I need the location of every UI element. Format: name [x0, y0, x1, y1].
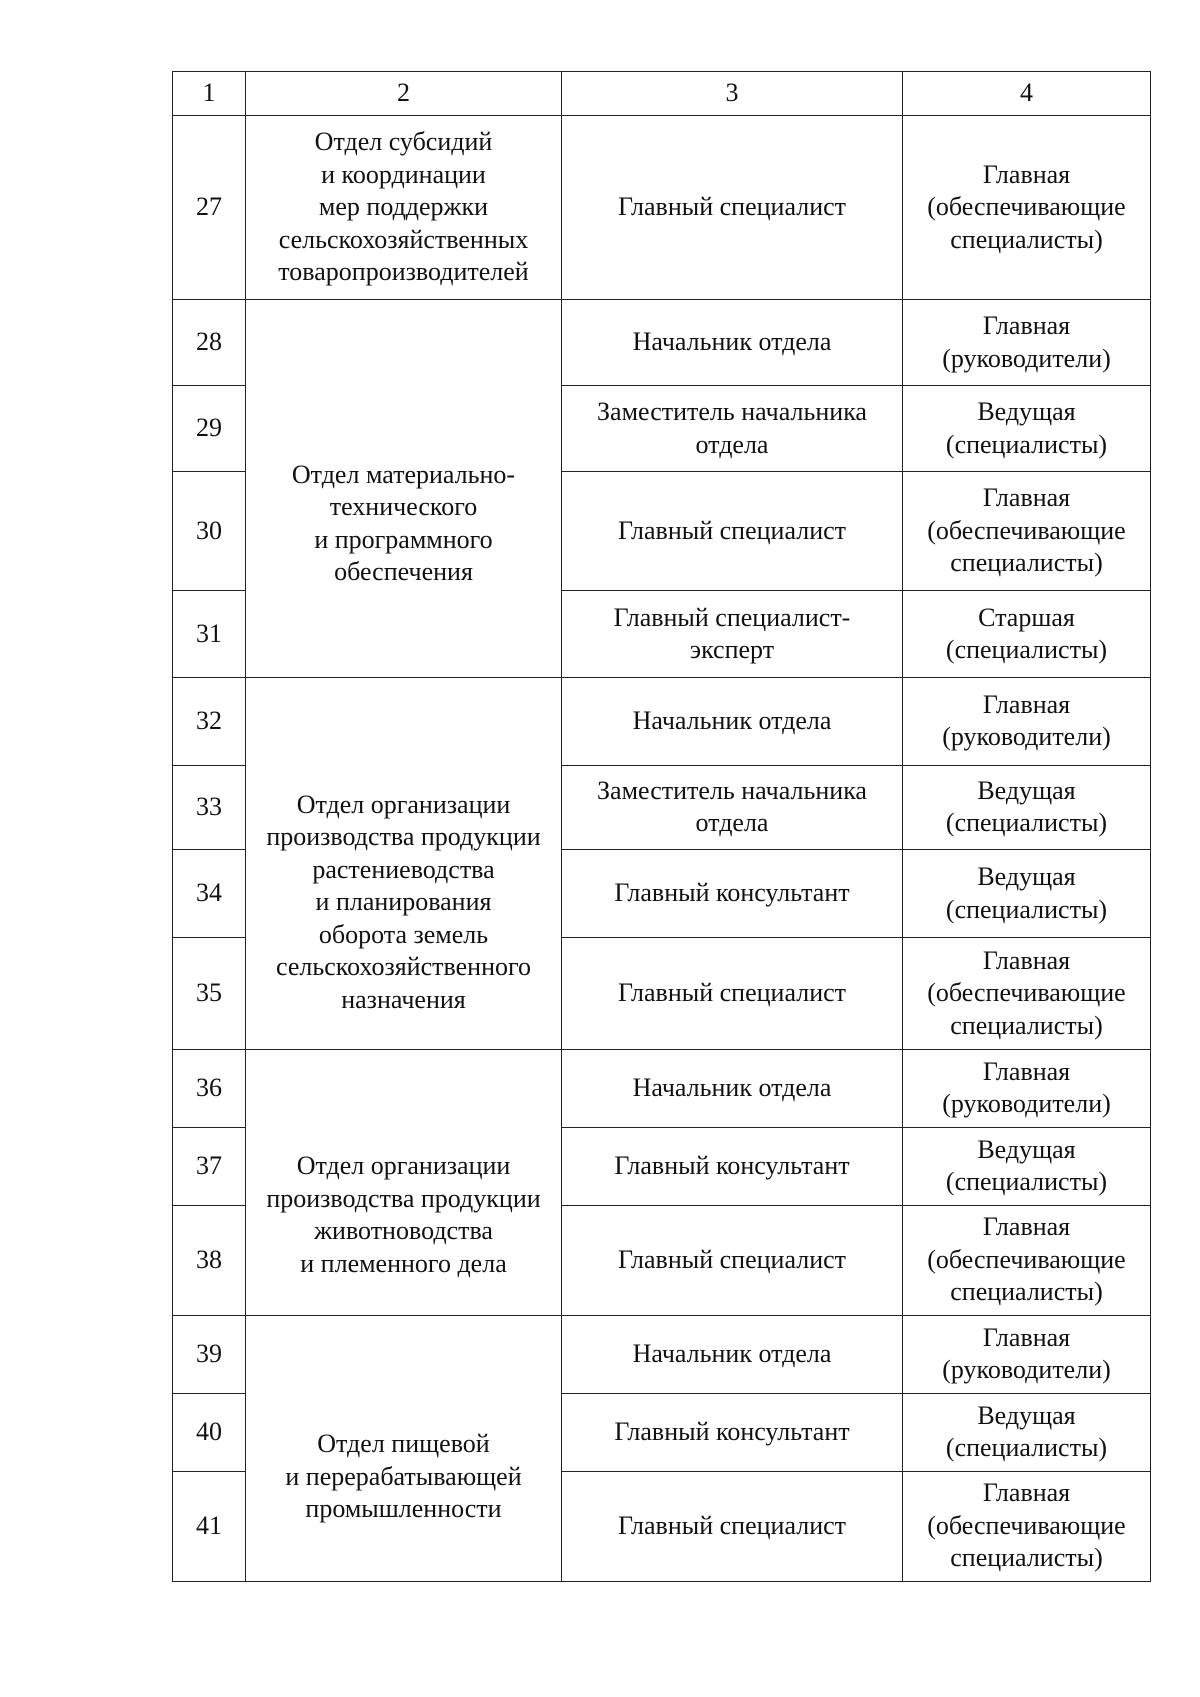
department-cell: [246, 678, 562, 1050]
position-cell: Начальник отдела: [562, 300, 903, 386]
table-row: [173, 300, 1151, 386]
position-cell: Главный специалист: [562, 1205, 903, 1315]
position-cell: Заместитель начальника отдела: [562, 765, 903, 849]
table-row: [173, 116, 1151, 300]
position-cell: Начальник отдела: [562, 1315, 903, 1393]
row-number: 38: [173, 1205, 246, 1315]
position-cell: Главный специалист: [562, 938, 903, 1049]
position-cell: Начальник отдела: [562, 1049, 903, 1127]
table-row: [173, 678, 1151, 766]
row-number: 36: [173, 1049, 246, 1127]
position-cell: Главный специалист: [562, 116, 903, 300]
department-label: Отдел пищевой и перерабатывающей промышленности: [285, 1429, 522, 1523]
group-cell: Главная (обеспечивающие специалисты): [903, 1471, 1151, 1581]
header-cell-1: 1: [173, 72, 246, 116]
row-number: 31: [173, 591, 246, 678]
group-cell: Главная (обеспечивающие специалисты): [903, 116, 1151, 300]
group-cell: Главная (обеспечивающие специалисты): [903, 938, 1151, 1049]
department-label: Отдел организации производства продукции растениеводства и планирования оборота земель сельскохозяйственного назначения: [266, 789, 541, 1014]
department-cell: Отдел субсидий и координации мер поддержки сельскохозяйственных товаропроизводителей: [246, 116, 562, 300]
group-cell: Ведущая (специалисты): [903, 1127, 1151, 1205]
positions-table: [172, 71, 1151, 1582]
group-cell: Главная (руководители): [903, 300, 1151, 386]
group-cell: Главная (обеспечивающие специалисты): [903, 472, 1151, 591]
row-number: 29: [173, 386, 246, 472]
group-cell: Главная (руководители): [903, 1315, 1151, 1393]
position-cell: Главный специалист- эксперт: [562, 591, 903, 678]
position-cell: Главный специалист: [562, 1471, 903, 1581]
position-cell: Главный специалист: [562, 472, 903, 591]
position-cell: Заместитель начальника отдела: [562, 386, 903, 472]
row-number: 34: [173, 849, 246, 938]
group-cell: Главная (руководители): [903, 1049, 1151, 1127]
department-cell: [246, 1315, 562, 1581]
department-label: Отдел материально- технического и программного обеспечения: [291, 459, 516, 586]
group-cell: Главная (руководители): [903, 678, 1151, 766]
table-row: [173, 1315, 1151, 1393]
row-number: 32: [173, 678, 246, 766]
group-cell: Ведущая (специалисты): [903, 765, 1151, 849]
header-cell-3: 3: [562, 72, 903, 116]
group-cell: Ведущая (специалисты): [903, 386, 1151, 472]
header-cell-4: 4: [903, 72, 1151, 116]
department-cell: [246, 1049, 562, 1315]
row-number: 35: [173, 938, 246, 1049]
department-cell: [246, 300, 562, 678]
header-row: [173, 72, 1151, 116]
group-cell: Главная (обеспечивающие специалисты): [903, 1205, 1151, 1315]
row-number: 41: [173, 1471, 246, 1581]
row-number: 39: [173, 1315, 246, 1393]
position-cell: Главный консультант: [562, 849, 903, 938]
group-cell: Ведущая (специалисты): [903, 1393, 1151, 1471]
group-cell: Ведущая (специалисты): [903, 849, 1151, 938]
row-number: 27: [173, 116, 246, 300]
row-number: 30: [173, 472, 246, 591]
department-label: Отдел организации производства продукции животноводства и племенного дела: [266, 1151, 541, 1278]
row-number: 33: [173, 765, 246, 849]
position-cell: Главный консультант: [562, 1393, 903, 1471]
header-cell-2: 2: [246, 72, 562, 116]
table-row: [173, 1049, 1151, 1127]
row-number: 40: [173, 1393, 246, 1471]
row-number: 37: [173, 1127, 246, 1205]
position-cell: Начальник отдела: [562, 678, 903, 766]
row-number: 28: [173, 300, 246, 386]
position-cell: Главный консультант: [562, 1127, 903, 1205]
group-cell: Старшая (специалисты): [903, 591, 1151, 678]
